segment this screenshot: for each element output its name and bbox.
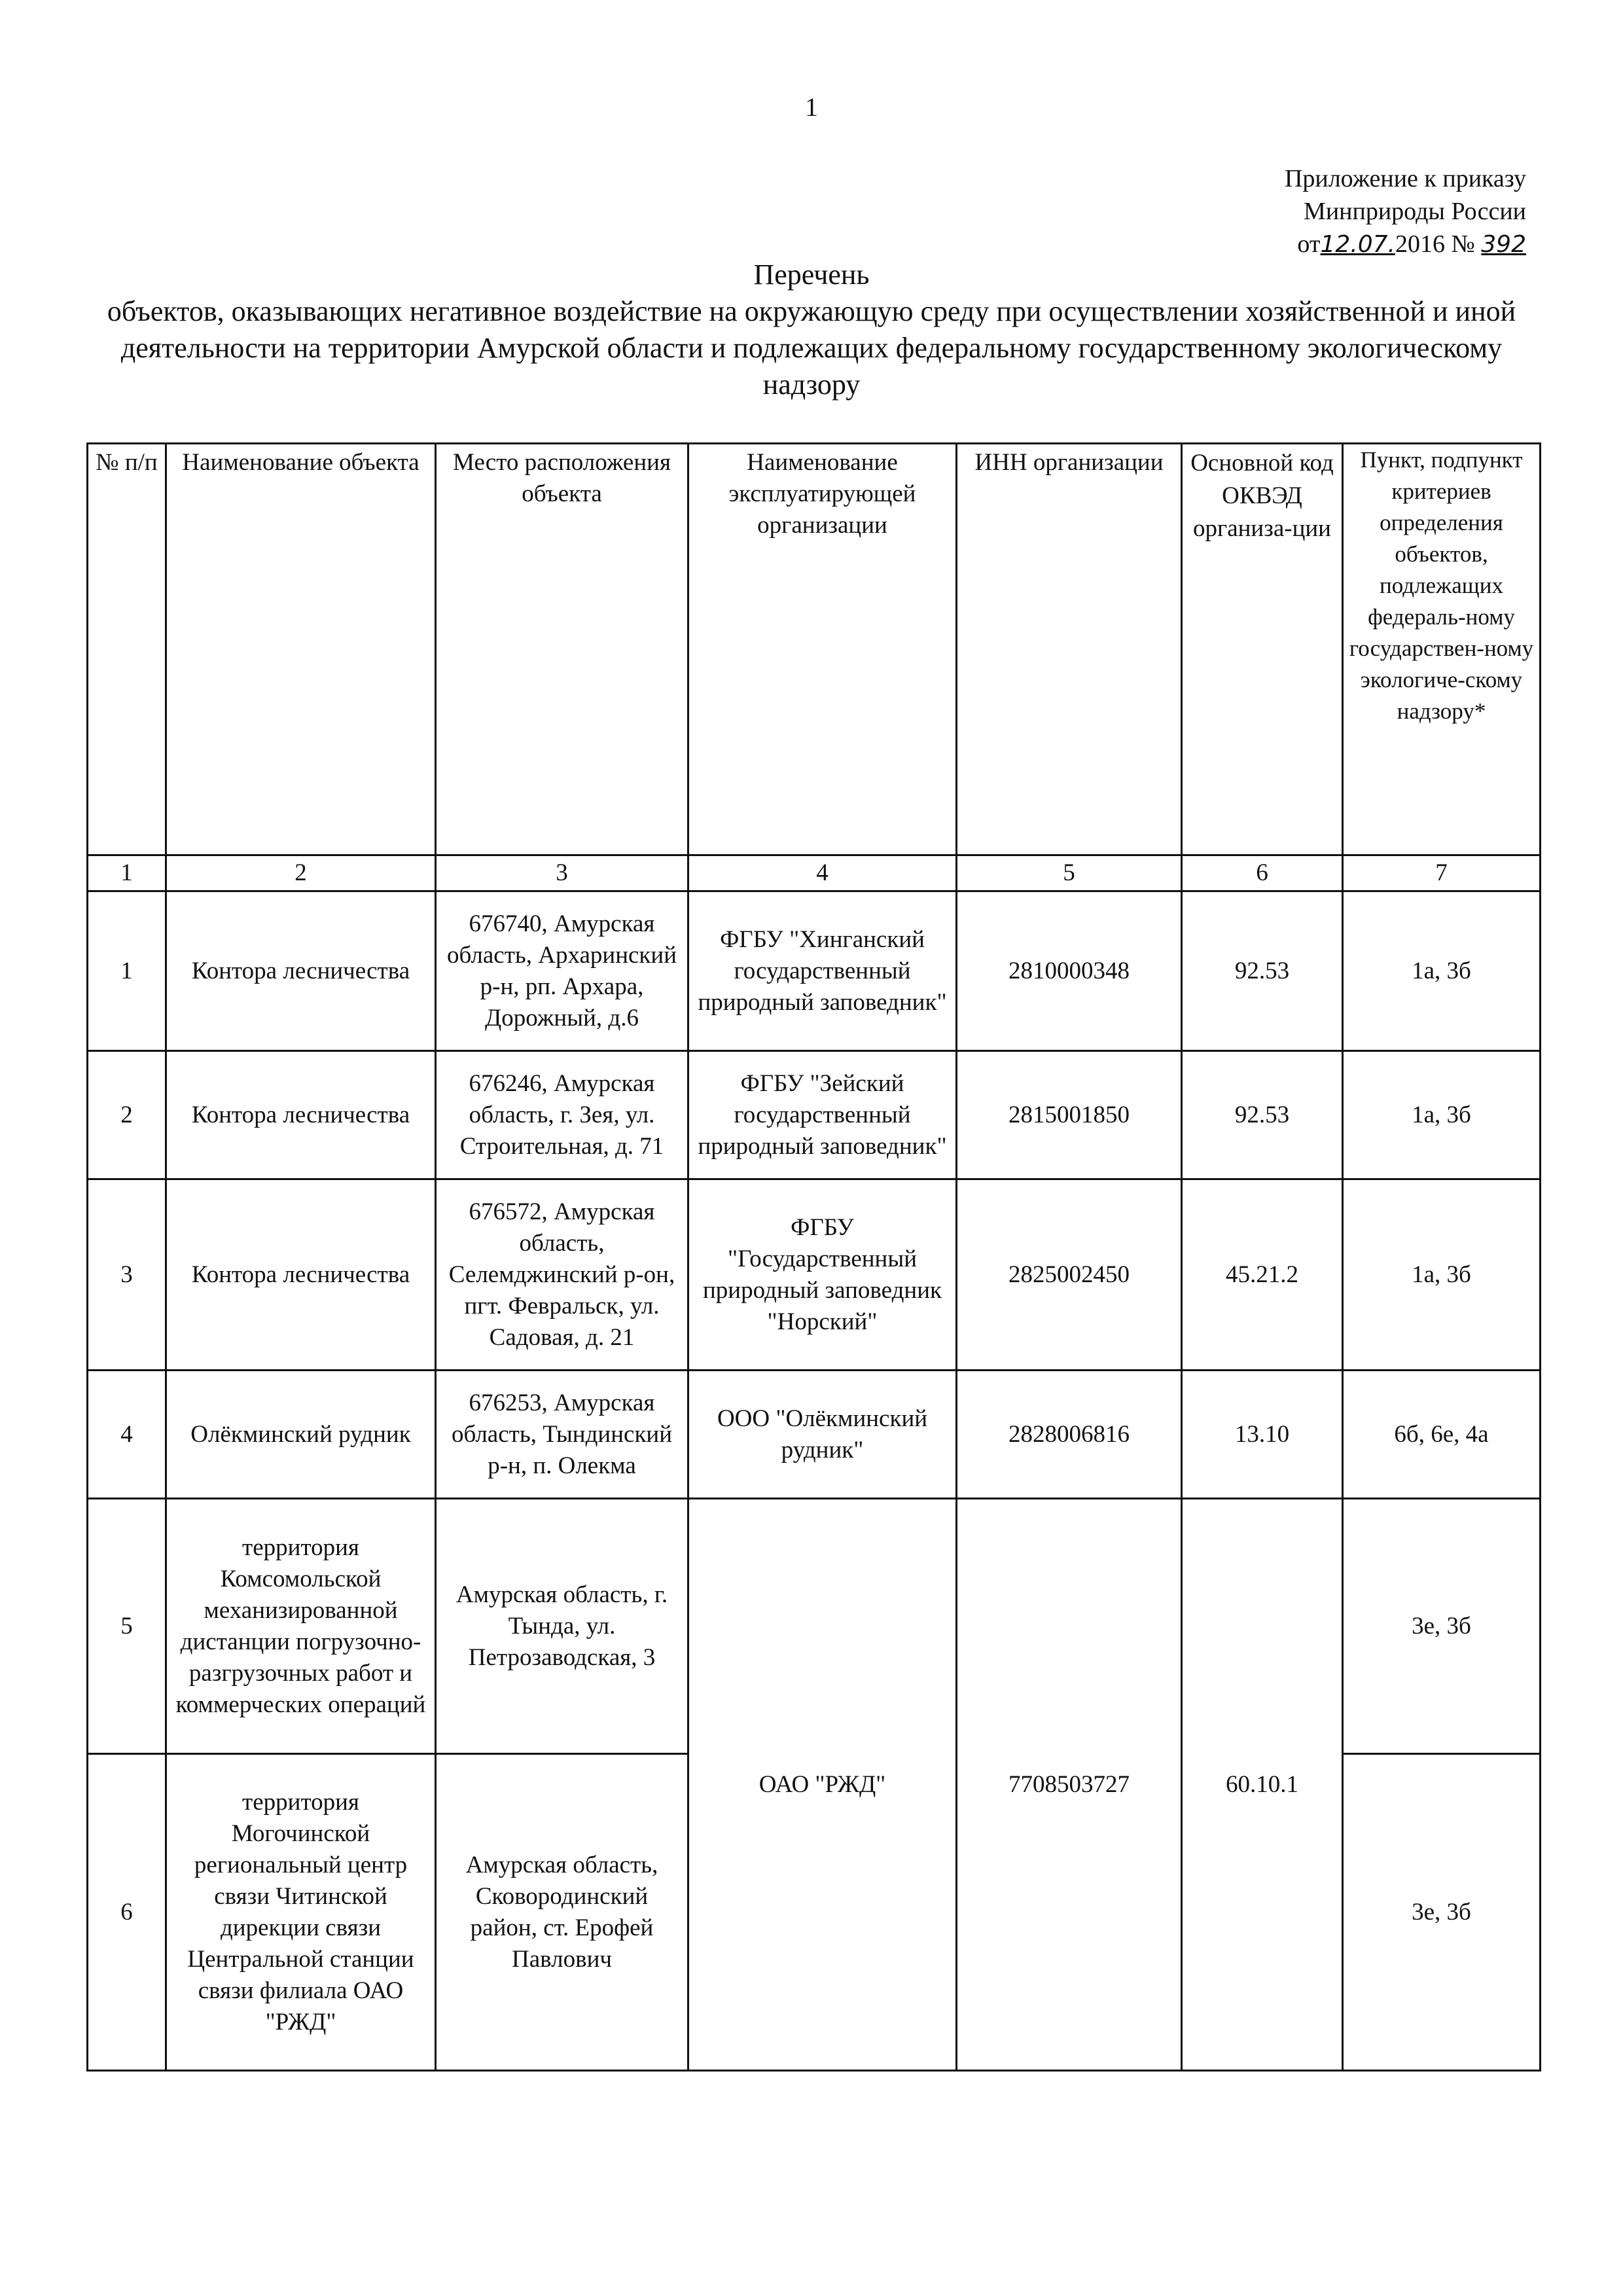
criteria: 3е, 3б	[1343, 1754, 1541, 2071]
object-location: 676572, Амурская область, Селемджинский р-он, пгт. Февральск, ул. Садовая, д. 21	[436, 1179, 688, 1371]
table-row	[88, 1179, 1541, 1371]
header-operator: Наименование эксплуатирующей организации	[688, 444, 957, 855]
row-number: 2	[88, 1051, 166, 1179]
table-row	[88, 1499, 1541, 1754]
header-inn: ИНН организации	[957, 444, 1182, 855]
operator-inn: 7708503727	[957, 1499, 1182, 2071]
approval-line-1: Приложение к приказу	[1284, 165, 1526, 192]
objects-table	[86, 442, 1541, 2072]
object-location: Амурская область, г. Тында, ул. Петрозаводская, 3	[436, 1499, 688, 1754]
okved-code: 60.10.1	[1182, 1499, 1343, 2071]
approval-stamp	[1285, 162, 1526, 261]
column-number: 4	[688, 855, 957, 891]
okved-code: 13.10	[1182, 1371, 1343, 1499]
operator-name: ФГБУ "Государственный природный заповедник "Норский"	[688, 1179, 957, 1371]
object-name: Олёкминский рудник	[166, 1371, 436, 1499]
table-row	[88, 1371, 1541, 1499]
order-prefix: от	[1297, 230, 1321, 258]
column-number: 1	[88, 855, 166, 891]
operator-inn: 2825002450	[957, 1179, 1182, 1371]
operator-name: ОАО "РЖД"	[688, 1499, 957, 2071]
column-number: 6	[1182, 855, 1343, 891]
header-okved: Основной код ОКВЭД организа-ции	[1182, 444, 1343, 855]
header-location: Место расположения объекта	[436, 444, 688, 855]
criteria: 3е, 3б	[1343, 1499, 1541, 1754]
page-number: 1	[805, 92, 818, 122]
column-number: 5	[957, 855, 1182, 891]
object-name: территория Комсомольской механизированной дистанции погрузочно-разгрузочных работ и коммерческих операций	[166, 1499, 436, 1754]
column-number: 2	[166, 855, 436, 891]
table-row	[88, 1051, 1541, 1179]
object-name: Контора лесничества	[166, 1051, 436, 1179]
okved-code: 92.53	[1182, 1051, 1343, 1179]
object-location: 676253, Амурская область, Тындинский р-н, п. Олекма	[436, 1371, 688, 1499]
criteria: 1а, 3б	[1343, 1051, 1541, 1179]
header-criteria: Пункт, подпункт критериев определения объектов, подлежащих федераль-ному государствен-ному экологиче-скому надзору*	[1343, 444, 1541, 855]
row-number: 6	[88, 1754, 166, 2071]
row-number: 5	[88, 1499, 166, 1754]
table-header-row	[88, 444, 1541, 855]
okved-code: 92.53	[1182, 891, 1343, 1051]
order-number-handwritten: 392	[1481, 231, 1526, 258]
operator-inn: 2810000348	[957, 891, 1182, 1051]
row-number: 4	[88, 1371, 166, 1499]
header-object-name: Наименование объекта	[166, 444, 436, 855]
column-number: 3	[436, 855, 688, 891]
object-name: Контора лесничества	[166, 891, 436, 1051]
order-year: 2016 №	[1395, 230, 1475, 258]
object-location: 676246, Амурская область, г. Зея, ул. Строительная, д. 71	[436, 1051, 688, 1179]
criteria: 6б, 6е, 4а	[1343, 1371, 1541, 1499]
approval-line-2: Минприроды России	[1304, 198, 1526, 225]
row-number: 3	[88, 1179, 166, 1371]
object-name: Контора лесничества	[166, 1179, 436, 1371]
criteria: 1а, 3б	[1343, 891, 1541, 1051]
order-date-handwritten: 12.07.	[1320, 231, 1396, 258]
column-number: 7	[1343, 855, 1541, 891]
operator-name: ФГБУ "Хинганский государственный природный заповедник"	[688, 891, 957, 1051]
row-number: 1	[88, 891, 166, 1051]
operator-name: ФГБУ "Зейский государственный природный заповедник"	[688, 1051, 957, 1179]
column-numbers-row	[88, 855, 1541, 891]
criteria: 1а, 3б	[1343, 1179, 1541, 1371]
operator-name: ООО "Олёкминский рудник"	[688, 1371, 957, 1499]
okved-code: 45.21.2	[1182, 1179, 1343, 1371]
operator-inn: 2828006816	[957, 1371, 1182, 1499]
document-title-block	[79, 257, 1544, 403]
object-location: 676740, Амурская область, Архаринский р-н, рп. Архара, Дорожный, д.6	[436, 891, 688, 1051]
object-name: территория Могочинской региональный центр связи Читинской дирекции связи Центральной станции связи филиала ОАО "РЖД"	[166, 1754, 436, 2071]
operator-inn: 2815001850	[957, 1051, 1182, 1179]
document-subtitle: объектов, оказывающих негативное воздействие на окружающую среду при осуществлении хозяйственной и иной деятельности на территории Амурской области и подлежащих федеральному государственному экологическому надзору	[107, 295, 1516, 401]
table-row	[88, 891, 1541, 1051]
object-location: Амурская область, Сковородинский район, ст. Ерофей Павлович	[436, 1754, 688, 2071]
header-number: № п/п	[88, 444, 166, 855]
document-title: Перечень	[753, 259, 870, 291]
